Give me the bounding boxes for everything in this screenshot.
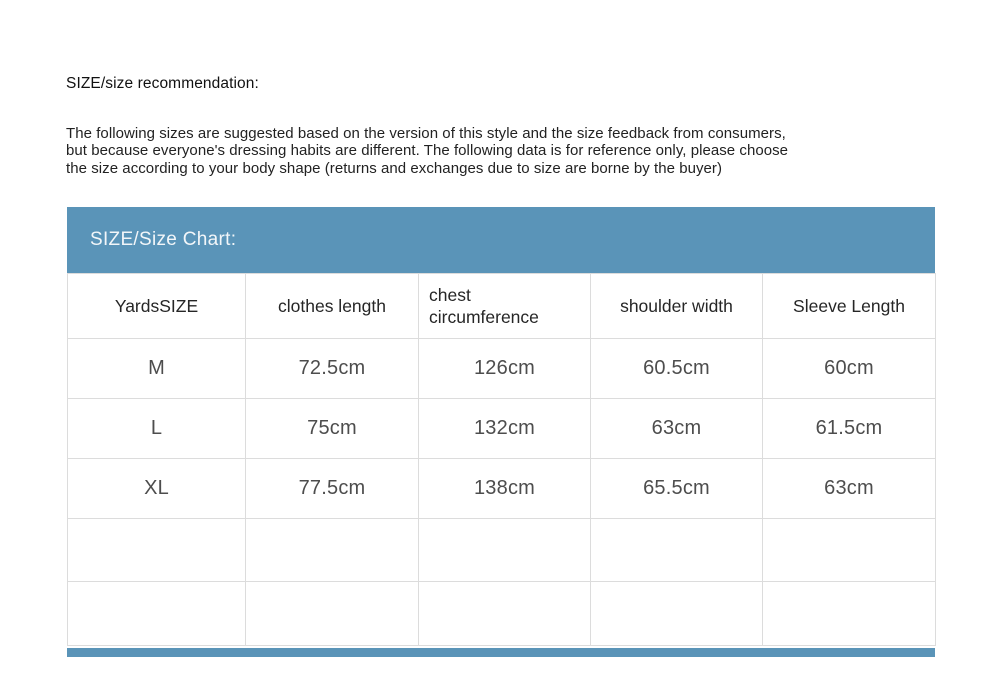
column-header-shoulder-width: shoulder width (591, 274, 763, 339)
table-row-size-m (68, 339, 936, 399)
empty-cell (763, 519, 936, 582)
size-chart-table (67, 273, 936, 646)
shoulder-width-cell: 65.5cm (591, 459, 763, 519)
shoulder-width-cell: 60.5cm (591, 339, 763, 399)
size-cell: M (68, 339, 246, 399)
column-header-clothes-length: clothes length (246, 274, 419, 339)
clothes-length-cell: 77.5cm (246, 459, 419, 519)
sleeve-length-cell: 61.5cm (763, 399, 936, 459)
empty-cell (246, 519, 419, 582)
empty-cell (591, 582, 763, 646)
sleeve-length-cell: 60cm (763, 339, 936, 399)
chest-circumference-cell: 132cm (419, 399, 591, 459)
size-chart-title: SIZE/Size Chart: (90, 229, 237, 250)
size-chart (67, 207, 935, 657)
empty-cell (763, 582, 936, 646)
size-description (66, 125, 938, 177)
table-row-size-l (68, 399, 936, 459)
empty-cell (419, 519, 591, 582)
chest-circumference-cell: 126cm (419, 339, 591, 399)
column-header-yards-size: YardsSIZE (68, 274, 246, 339)
table-row-empty (68, 582, 936, 646)
table-row-size-xl (68, 459, 936, 519)
chest-circumference-cell: 138cm (419, 459, 591, 519)
description-line: The following sizes are suggested based on the version of this style and the size feedback from consumers, (66, 125, 786, 142)
empty-cell (246, 582, 419, 646)
description-line: but because everyone's dressing habits are different. The following data is for reference only, please choose (66, 142, 789, 160)
bottom-accent-bar (67, 648, 935, 657)
clothes-length-cell: 72.5cm (246, 339, 419, 399)
empty-cell (68, 519, 246, 582)
column-header-sleeve-length: Sleeve Length (763, 274, 936, 339)
description-line: the size according to your body shape (returns and exchanges due to size are borne by the buyer) (66, 159, 723, 177)
table-header-row (68, 274, 936, 339)
empty-cell (419, 582, 591, 646)
column-header-chest-circumference: chest circumference (419, 274, 591, 339)
empty-cell (591, 519, 763, 582)
table-row-empty (68, 519, 936, 582)
size-cell: XL (68, 459, 246, 519)
empty-cell (68, 582, 246, 646)
clothes-length-cell: 75cm (246, 399, 419, 459)
shoulder-width-cell: 63cm (591, 399, 763, 459)
size-cell: L (68, 399, 246, 459)
page-title: SIZE/size recommendation: (66, 75, 259, 92)
sleeve-length-cell: 63cm (763, 459, 936, 519)
size-chart-title-bar (67, 207, 935, 273)
